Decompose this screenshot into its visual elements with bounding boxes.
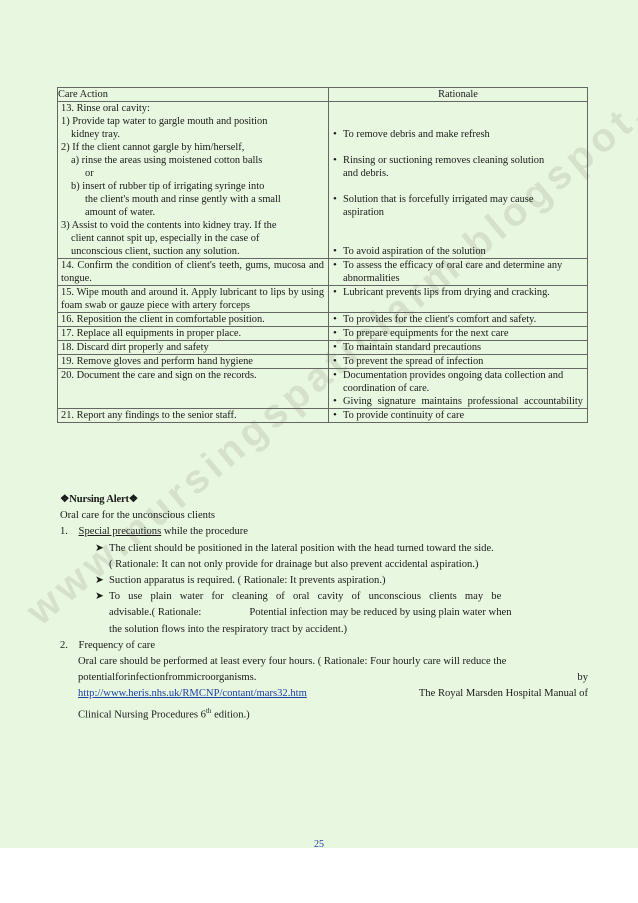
row-rationale: • To assess the efficacy of oral care and determine any abnormalities bbox=[329, 259, 588, 286]
row-action: 15. Wipe mouth and around it. Apply lubricant to lips by using foam swab or gauze piece with artery forceps bbox=[58, 286, 329, 313]
arrow-bullet-icon: ➤ bbox=[95, 591, 104, 603]
table-header-row bbox=[58, 88, 588, 102]
row-rationale: • To provides for the client's comfort and safety. bbox=[329, 313, 588, 327]
row-action: 19. Remove gloves and perform hand hygiene bbox=[58, 355, 329, 369]
table-row bbox=[58, 259, 588, 286]
precaution-bullet: ➤ The client should be positioned in the lateral position with the head turned toward the side. bbox=[60, 541, 588, 557]
row-action: 16. Reposition the client in comfortable position. bbox=[58, 313, 329, 327]
precaution-bullet: ➤ Suction apparatus is required. ( Rationale: It prevents aspiration.) bbox=[60, 573, 588, 589]
row-rationale: • To provide continuity of care bbox=[329, 409, 588, 423]
row-rationale: • To maintain standard precautions bbox=[329, 341, 588, 355]
table-row bbox=[58, 286, 588, 313]
row-action: 20. Document the care and sign on the records. bbox=[58, 369, 329, 409]
page-number: 25 bbox=[314, 839, 324, 850]
procedure-table bbox=[57, 87, 588, 423]
row-action: 17. Replace all equipments in proper place. bbox=[58, 327, 329, 341]
header-care-action: Care Action bbox=[58, 88, 329, 102]
arrow-bullet-icon: ➤ bbox=[95, 542, 104, 554]
alert-item-1: 1. Special precautions while the procedure bbox=[60, 526, 248, 538]
row-action: 18. Discard dirt properly and safety bbox=[58, 341, 329, 355]
row-rationale: • To prepare equipments for the next care bbox=[329, 327, 588, 341]
row13-action: 13. Rinse oral cavity: 1) Provide tap water to gargle mouth and position kidney tray. 2) If the client cannot gargle by him/herself, a) rinse the areas using moistened cotton balls or b) insert of rubber tip of irrigating syringe into the client's mouth and rinse gently with a small amount of water. 3) Assist to void the contents into kidney tray. If the client cannot spit up, especially in the case of unconscious client, suction any solution. bbox=[58, 102, 329, 259]
table-row bbox=[58, 369, 588, 409]
precaution-bullet: ➤ To use plain water for cleaning of oral cavity of unconscious clients may be bbox=[60, 589, 588, 605]
special-precautions-heading: Special precautions bbox=[78, 526, 162, 538]
row-rationale: • To prevent the spread of infection bbox=[329, 355, 588, 369]
table-row bbox=[58, 341, 588, 355]
table-row bbox=[58, 409, 588, 423]
row-rationale: • Lubricant prevents lips from drying and cracking. bbox=[329, 286, 588, 313]
table-row bbox=[58, 102, 588, 259]
frequency-of-care-heading: Frequency of care bbox=[78, 639, 156, 651]
alert-item-2: 2. Frequency of care bbox=[60, 639, 156, 651]
row-action: 14. Confirm the condition of client's teeth, gums, mucosa and tongue. bbox=[58, 259, 329, 286]
table-row bbox=[58, 327, 588, 341]
row-action: 21. Report any findings to the senior staff. bbox=[58, 409, 329, 423]
reference-link[interactable]: http://www.heris.nhs.uk/RMCNP/contant/mars32.htm bbox=[78, 688, 307, 700]
table-row bbox=[58, 313, 588, 327]
table-row bbox=[58, 355, 588, 369]
nursing-alert-section: ❖Nursing Alert❖ Oral care for the unconscious clients 1. Special precautions while the procedure ➤ The client should be positioned in the lateral position with the head turned toward the side. ( Rationale: It can not only provide for drainage but also prevent accidental aspiration.) ➤ Suction apparatus is required. ( Rationale: It prevents aspiration.) ➤ To use plain water for cleaning of oral cavity of unconscious clients may be advisable.( Rationale: Potential infection may be reduced by using plain water when the solution flows into the respiratory tract by accident.) 2. Frequency of care Oral care should be performed at least every four hours. ( Rationale: Four hourly care will reduce the potential for infection from microorganisms. by http://www.heris.nhs.uk/RMCNP/contant/mars32.htm The Royal Marsden Hospital Manual of Clinical Nursing Procedures 6th edition.) bbox=[60, 494, 588, 721]
row-rationale: • Documentation provides ongoing data collection and coordination of care. • Giving signature maintains professional accountability bbox=[329, 369, 588, 409]
row13-rationale: • To remove debris and make refresh • Rinsing or suctioning removes cleaning solution and debris. • Solution that is forcefully irrigated may cause aspiration • To avoid aspiration of the solution bbox=[329, 102, 588, 259]
arrow-bullet-icon: ➤ bbox=[95, 575, 104, 587]
header-rationale: Rationale bbox=[329, 88, 588, 102]
nursing-alert-heading: ❖Nursing Alert❖ bbox=[60, 494, 139, 505]
alert-intro: Oral care for the unconscious clients bbox=[60, 510, 216, 522]
